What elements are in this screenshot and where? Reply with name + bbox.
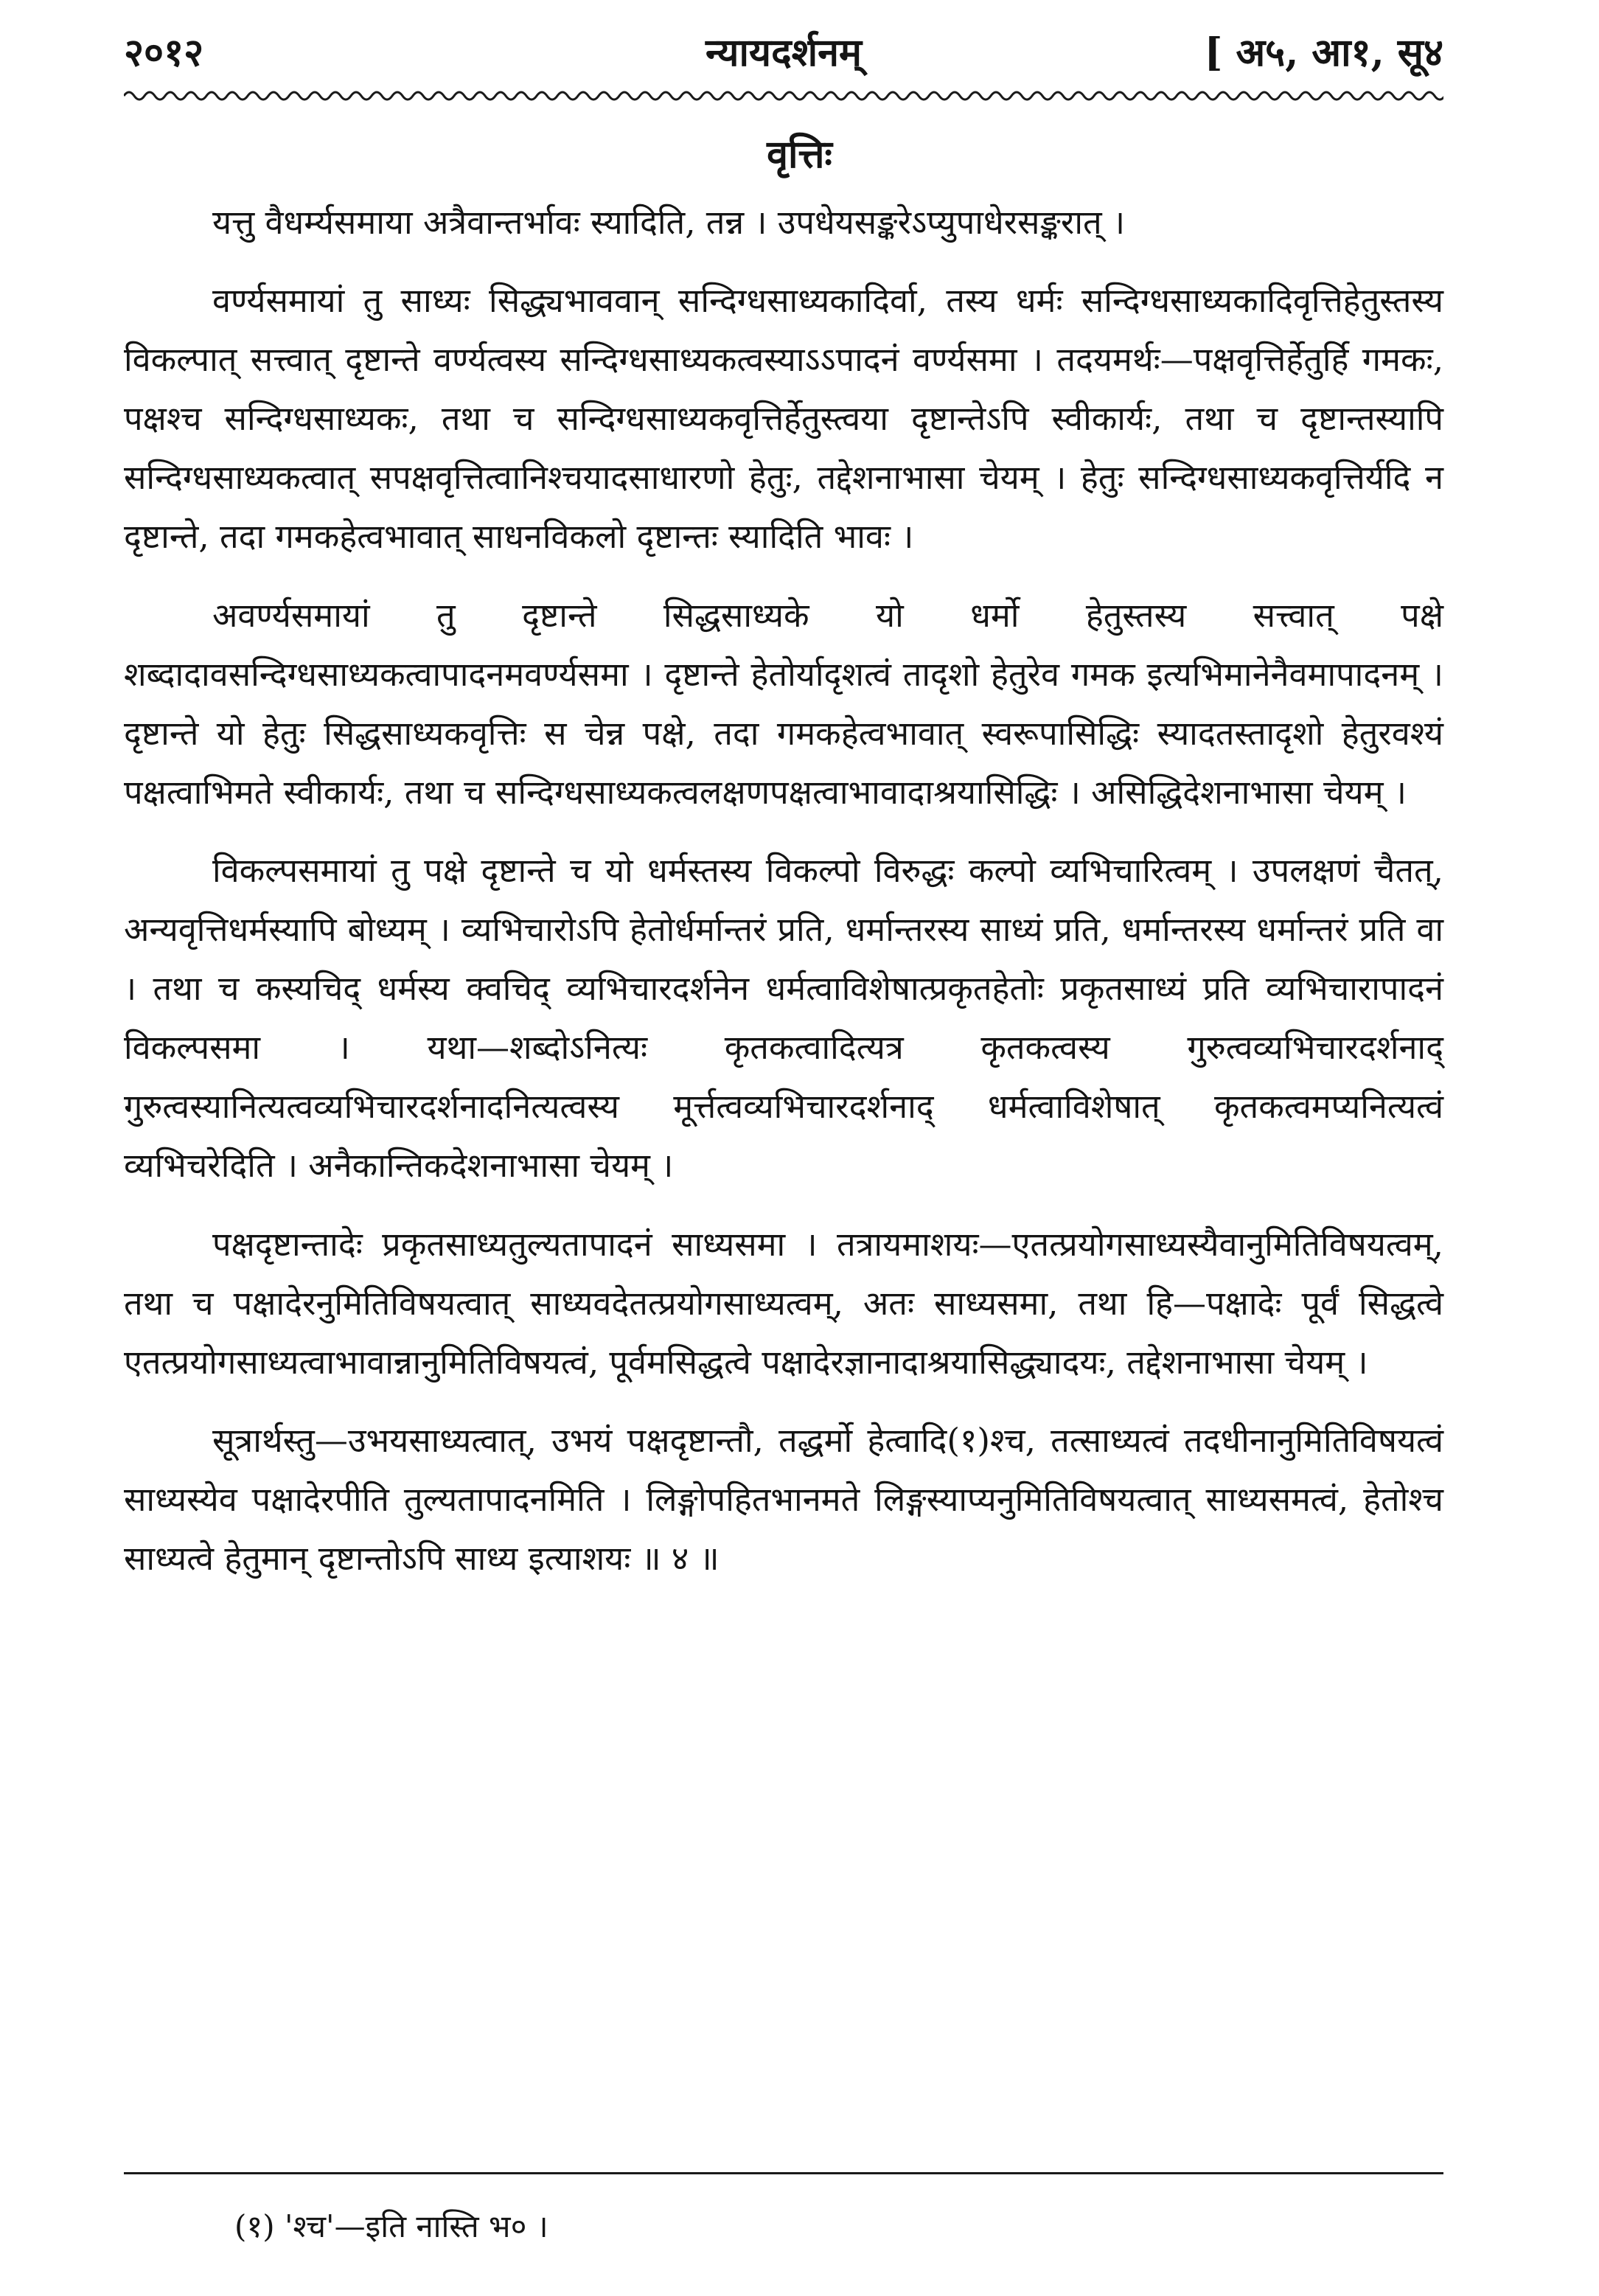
commentary-body	[124, 193, 1443, 1607]
running-title: न्यायदर्शनम्	[705, 30, 863, 75]
section-heading: वृत्तिः	[767, 132, 832, 177]
paragraph: वर्ण्यसमायां तु साध्यः सिद्ध्यभाववान् सन्दिग्धसाध्यकादिर्वा, तस्य धर्मः सन्दिग्धसाध्यकादिवृत्तिहेतुस्तस्य विकल्पात् सत्त्वात् दृष्टान्ते वर्ण्यत्वस्य सन्दिग्धसाध्यकत्वस्याऽऽपादनं वर्ण्यसमा । तदयमर्थः—पक्षवृत्तिर्हेतुर्हि गमकः, पक्षश्च सन्दिग्धसाध्यकः, तथा च सन्दिग्धसाध्यकवृत्तिर्हेतुस्त्वया दृष्टान्तेऽपि स्वीकार्यः, तथा च दृष्टान्तस्यापि सन्दिग्धसाध्यकत्वात् सपक्षवृत्तित्वानिश्चयादसाधारणो हेतुः, तद्देशनाभासा चेयम् । हेतुः सन्दिग्धसाध्यकवृत्तिर्यदि न दृष्टान्ते, तदा गमकहेत्वभावात् साधनविकलो दृष्टान्तः स्यादिति भावः ।	[124, 281, 1443, 557]
wavy-header-rule	[124, 87, 1443, 105]
running-header	[124, 25, 1443, 84]
footnote: (१) 'श्च'—इति नास्ति भ० ।	[234, 2208, 548, 2244]
page-number: २०१२	[124, 30, 204, 75]
footnote-divider	[124, 2172, 1443, 2174]
chapter-reference: [ अ५, आ१, सू४	[1204, 30, 1443, 75]
paragraph: अवर्ण्यसमायां तु दृष्टान्ते सिद्धसाध्यके यो धर्मो हेतुस्तस्य सत्त्वात् पक्षे शब्दादावसन्दिग्धसाध्यकत्वापादनमवर्ण्यसमा । दृष्टान्ते हेतोर्यादृशत्वं तादृशो हेतुरेव गमक इत्यभिमानेनैवमापादनम् । दृष्टान्ते यो हेतुः सिद्धसाध्यकवृत्तिः स चेन्न पक्षे, तदा गमकहेत्वभावात् स्वरूपासिद्धिः स्यादतस्तादृशो हेतुरवश्यं पक्षत्वाभिमते स्वीकार्यः, तथा च सन्दिग्धसाध्यकत्वलक्षणपक्षत्वाभावादाश्रयासिद्धिः । असिद्धिदेशनाभासा चेयम् ।	[124, 595, 1443, 812]
paragraph: विकल्पसमायां तु पक्षे दृष्टान्ते च यो धर्मस्तस्य विकल्पो विरुद्धः कल्पो व्यभिचारित्वम् । उपलक्षणं चैतत्, अन्यवृत्तिधर्मस्यापि बोध्यम् । व्यभिचारोऽपि हेतोर्धर्मान्तरं प्रति, धर्मान्तरस्य साध्यं प्रति, धर्मान्तरस्य धर्मान्तरं प्रति वा । तथा च कस्यचिद् धर्मस्य क्वचिद् व्यभिचारदर्शनेन धर्मत्वाविशेषात्प्रकृतहेतोः प्रकृतसाध्यं प्रति व्यभिचारापादनं विकल्पसमा । यथा—शब्दोऽनित्यः कृतकत्वादित्यत्र कृतकत्वस्य गुरुत्वव्यभिचारदर्शनाद् गुरुत्वस्यानित्यत्वव्यभिचारदर्शनादनित्यत्वस्य मूर्त्तत्वव्यभिचारदर्शनाद् धर्मत्वाविशेषात् कृतकत्वमप्यनित्यत्वं व्यभिचरेदिति । अनैकान्तिकदेशनाभासा चेयम् ।	[124, 850, 1443, 1186]
paragraph: सूत्रार्थस्तु—उभयसाध्यत्वात्, उभयं पक्षदृष्टान्तौ, तद्धर्मो हेत्वादि(१)श्च, तत्साध्यत्वं तदधीनानुमितिविषयत्वं साध्यस्येव पक्षादेरपीति तुल्यतापादनमिति । लिङ्गोपहितभानमते लिङ्गस्याप्यनुमितिविषयत्वात् साध्यसमत्वं, हेतोश्च साध्यत्वे हेतुमान् दृष्टान्तोऽपि साध्य इत्याशयः ॥ ४ ॥	[124, 1420, 1443, 1578]
paragraph: यत्तु वैधर्म्यसमाया अत्रैवान्तर्भावः स्यादिति, तन्न । उपधेयसङ्करेऽप्युपाधेरसङ्करात् ।	[212, 203, 1125, 242]
paragraph: पक्षदृष्टान्तादेः प्रकृतसाध्यतुल्यतापादनं साध्यसमा । तत्रायमाशयः—एतत्प्रयोगसाध्यस्यैवानुमितिविषयत्वम्, तथा च पक्षादेरनुमितिविषयत्वात् साध्यवदेतत्प्रयोगसाध्यत्वम्, अतः साध्यसमा, तथा हि—पक्षादेः पूर्वं सिद्धत्वे एतत्प्रयोगसाध्यत्वाभावान्नानुमितिविषयत्वं, पूर्वमसिद्धत्वे पक्षादेरज्ञानादाश्रयासिद्ध्यादयः, तद्देशनाभासा चेयम् ।	[124, 1224, 1443, 1382]
